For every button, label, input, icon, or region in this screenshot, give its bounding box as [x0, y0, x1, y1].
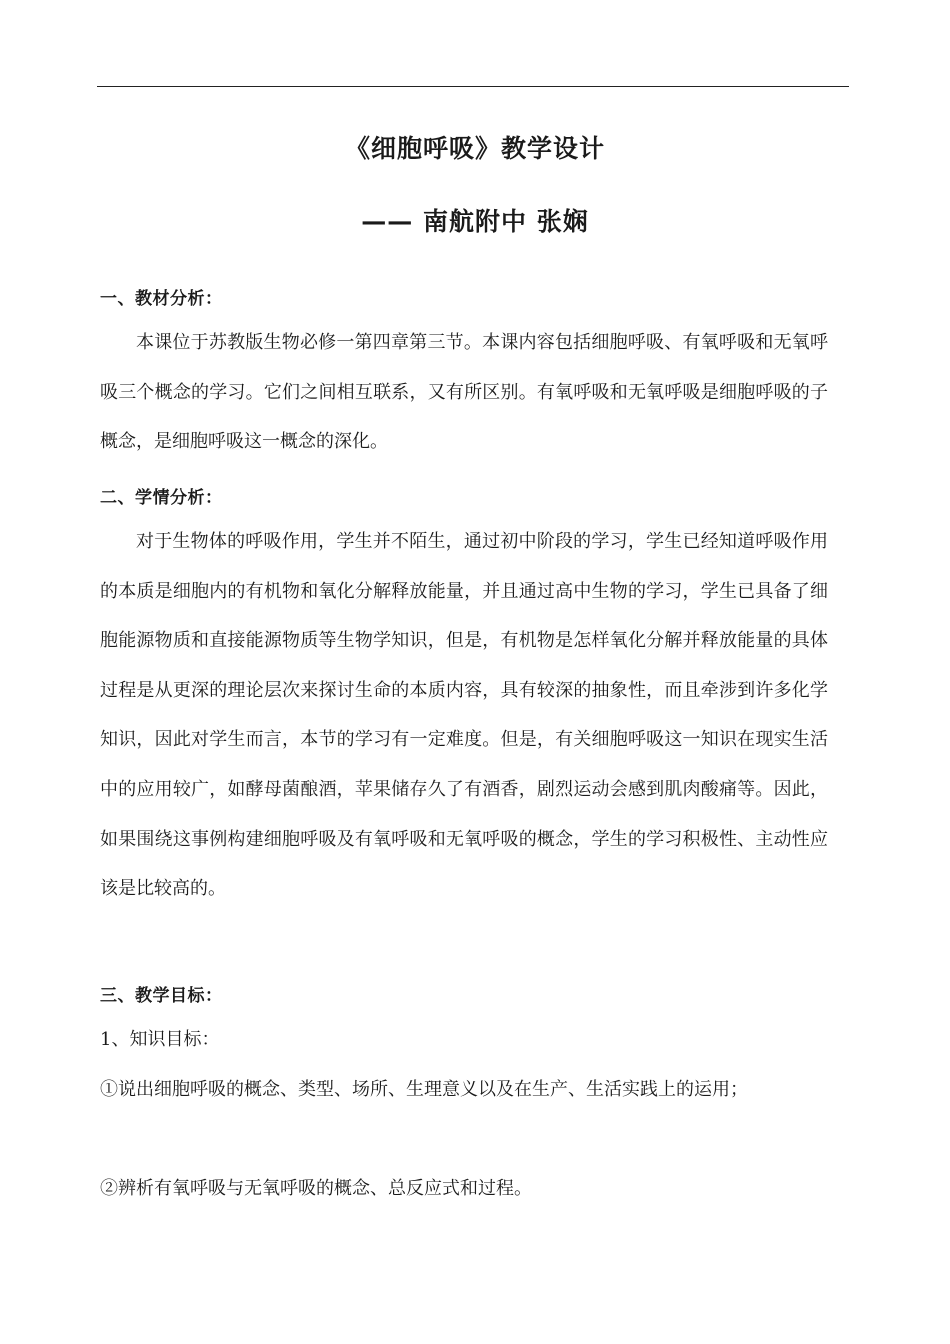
section-paragraph-student-analysis: 对于生物体的呼吸作用，学生并不陌生，通过初中阶段的学习，学生已经知道呼吸作用的本质是细胞内的有机物和氧化分解释放能量，并且通过高中生物的学习，学生已具备了细胞能源物质和直接能源物质等生物学知识，但是，有机物是怎样氧化分解并释放能量的具体过程是从更深的理论层次来探讨生命的本质内容，具有较深的抽象性，而且牵涉到许多化学知识，因此对学生而言，本节的学习有一定难度。但是，有关细胞呼吸这一知识在现实生活中的应用较广，如酵母菌酿酒，苹果储存久了有酒香，剧烈运动会感到肌肉酸痛等。因此，如果围绕这事例构建细胞呼吸及有氧呼吸和无氧呼吸的概念，学生的学习积极性、主动性应该是比较高的。	[100, 531, 828, 900]
objective-item-2: ②辨析有氧呼吸与无氧呼吸的概念、总反应式和过程。	[100, 1178, 532, 1199]
objective-subheading-knowledge: 1、知识目标：	[100, 1029, 220, 1050]
section-heading-teaching-objectives: 三、教学目标：	[100, 986, 223, 1006]
document-author-line: —— 南航附中 张娴	[361, 207, 589, 236]
section-paragraph-textbook-analysis: 本课位于苏教版生物必修一第四章第三节。本课内容包括细胞呼吸、有氧呼吸和无氧呼吸三个概念的学习。它们之间相互联系，又有所区别。有氧呼吸和无氧呼吸是细胞呼吸的子概念，是细胞呼吸这一概念的深化。	[100, 332, 828, 453]
section-heading-textbook-analysis: 一、教材分析：	[100, 289, 223, 309]
document-title: 《细胞呼吸》教学设计	[344, 134, 605, 163]
objective-item-1: ①说出细胞呼吸的概念、类型、场所、生理意义以及在生产、生活实践上的运用；	[100, 1079, 748, 1100]
section-heading-student-analysis: 二、学情分析：	[100, 488, 223, 508]
header-rule	[97, 86, 849, 87]
